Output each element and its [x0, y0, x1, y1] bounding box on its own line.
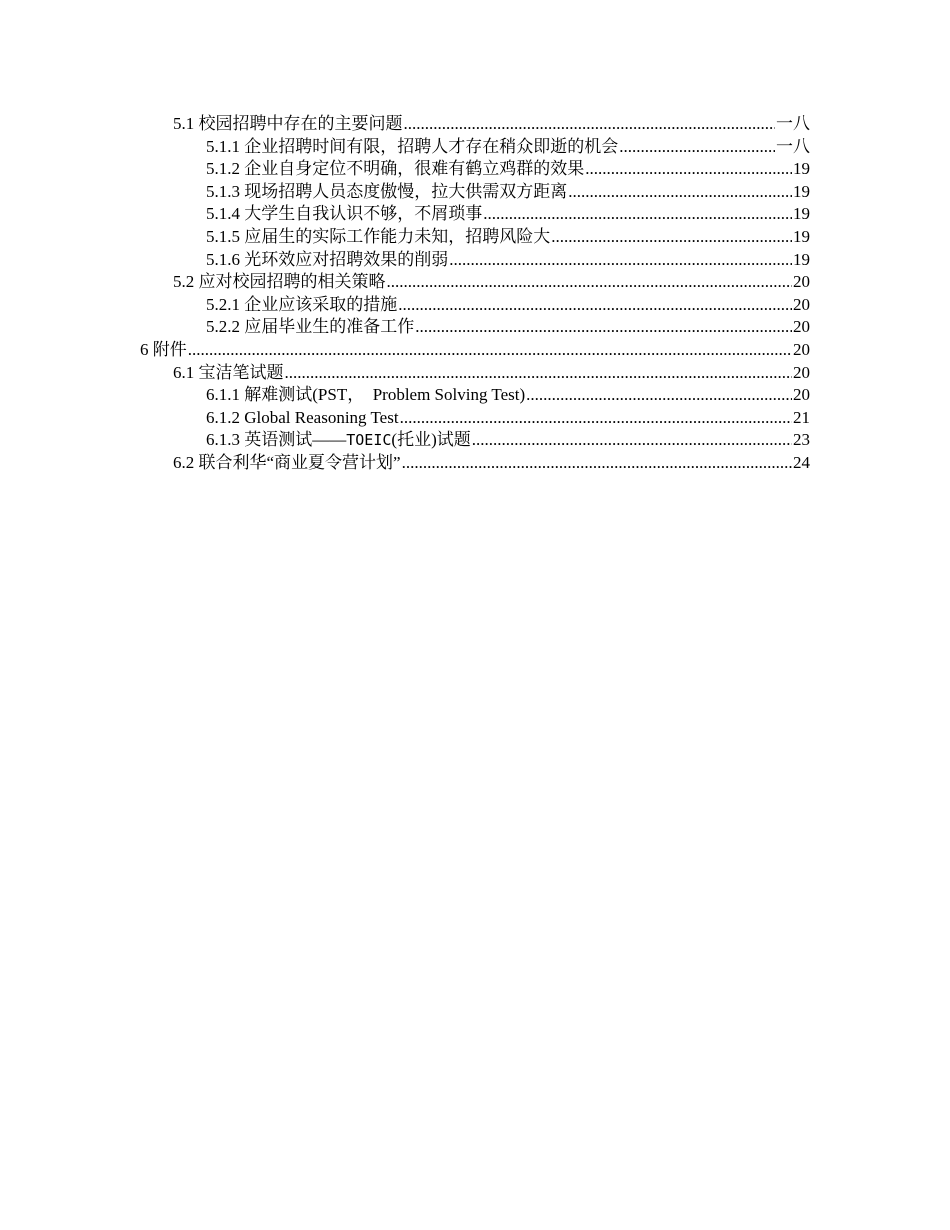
- toc-entry[interactable]: [140, 429, 810, 452]
- toc-dot-leader: [619, 136, 775, 159]
- toc-entry-title: 6.1.1 解难测试(PST， Problem Solving Test): [206, 385, 526, 405]
- toc-entry-page: 23: [793, 430, 810, 450]
- toc-dot-leader: [526, 384, 792, 407]
- toc-entry[interactable]: [140, 384, 810, 407]
- toc-entry-page: 一八: [776, 136, 810, 156]
- toc-entry-page: 19: [793, 204, 810, 224]
- toc-entry[interactable]: [140, 158, 810, 181]
- toc-entry-title: 5.2 应对校园招聘的相关策略: [173, 272, 386, 292]
- toc-dot-leader: [551, 226, 792, 249]
- toc-entry-title: 5.1.6 光环效应对招聘效果的削弱: [206, 249, 449, 269]
- toc-dot-leader: [188, 339, 792, 362]
- toc-entry[interactable]: [140, 136, 810, 159]
- toc-entry-page: 20: [793, 385, 810, 405]
- toc-entry-title: 5.1.4 大学生自我认识不够，不屑琐事: [206, 204, 483, 224]
- toc-entry-title: 5.1.3 现场招聘人员态度傲慢，拉大供需双方距离: [206, 181, 568, 201]
- toc-entry-page: 20: [793, 362, 810, 382]
- toc-entry-title-suffix: (托业)试题: [391, 430, 471, 450]
- toc-entry-title: 5.1 校园招聘中存在的主要问题: [173, 114, 403, 133]
- toc-entry[interactable]: [140, 294, 810, 317]
- toc-entry-page: 20: [793, 294, 810, 314]
- table-of-contents: [140, 113, 810, 475]
- toc-entry-page: 24: [793, 452, 810, 472]
- toc-entry-title-code: TOEIC: [346, 431, 392, 450]
- toc-entry[interactable]: [140, 203, 810, 226]
- toc-entry-page: 19: [793, 226, 810, 246]
- toc-dot-leader: [568, 181, 792, 204]
- toc-dot-leader: [402, 452, 792, 475]
- toc-entry[interactable]: [140, 249, 810, 272]
- toc-entry[interactable]: [140, 339, 810, 362]
- toc-dot-leader: [472, 429, 792, 452]
- toc-entry-title: 6.1.2 Global Reasoning Test: [206, 407, 399, 427]
- toc-entry[interactable]: [140, 407, 810, 430]
- toc-entry-page: 19: [793, 181, 810, 201]
- toc-entry-title: 5.1.5 应届生的实际工作能力未知，招聘风险大: [206, 226, 551, 246]
- toc-dot-leader: [285, 362, 793, 385]
- toc-entry[interactable]: [140, 362, 810, 385]
- toc-dot-leader: [483, 203, 792, 226]
- toc-entry-page: 一八: [776, 114, 810, 133]
- toc-entry-title: 5.1.1 企业招聘时间有限，招聘人才存在稍众即逝的机会: [206, 136, 619, 156]
- toc-entry-title: 6.2 联合利华“商业夏令营计划”: [173, 452, 401, 472]
- toc-entry-title: 5.2.1 企业应该采取的措施: [206, 294, 398, 314]
- toc-entry[interactable]: [140, 452, 810, 475]
- toc-entry[interactable]: [140, 226, 810, 249]
- toc-entry-page: 19: [793, 249, 810, 269]
- toc-dot-leader: [400, 407, 792, 430]
- toc-entry[interactable]: [140, 113, 810, 136]
- toc-entry[interactable]: [140, 316, 810, 339]
- toc-dot-leader: [449, 249, 792, 272]
- toc-entry-page: 20: [793, 339, 810, 359]
- toc-entry-title: 6.1 宝洁笔试题: [173, 362, 284, 382]
- toc-entry-page: 20: [793, 317, 810, 337]
- toc-entry-page: 21: [793, 407, 810, 427]
- toc-dot-leader: [415, 316, 792, 339]
- toc-dot-leader: [404, 113, 776, 136]
- toc-entry-title: 5.1.2 企业自身定位不明确，很难有鹤立鸡群的效果: [206, 159, 585, 179]
- toc-entry[interactable]: [140, 181, 810, 204]
- toc-entry-title: 5.2.2 应届毕业生的准备工作: [206, 317, 415, 337]
- toc-entry-title: [206, 429, 471, 452]
- toc-entry-title-prefix: 6.1.3 英语测试——: [206, 430, 347, 450]
- toc-dot-leader: [585, 158, 792, 181]
- toc-dot-leader: [387, 271, 793, 294]
- toc-entry-page: 20: [793, 272, 810, 292]
- toc-entry[interactable]: [140, 271, 810, 294]
- toc-dot-leader: [398, 294, 792, 317]
- toc-entry-page: 19: [793, 159, 810, 179]
- toc-entry-title: 6 附件: [140, 339, 187, 359]
